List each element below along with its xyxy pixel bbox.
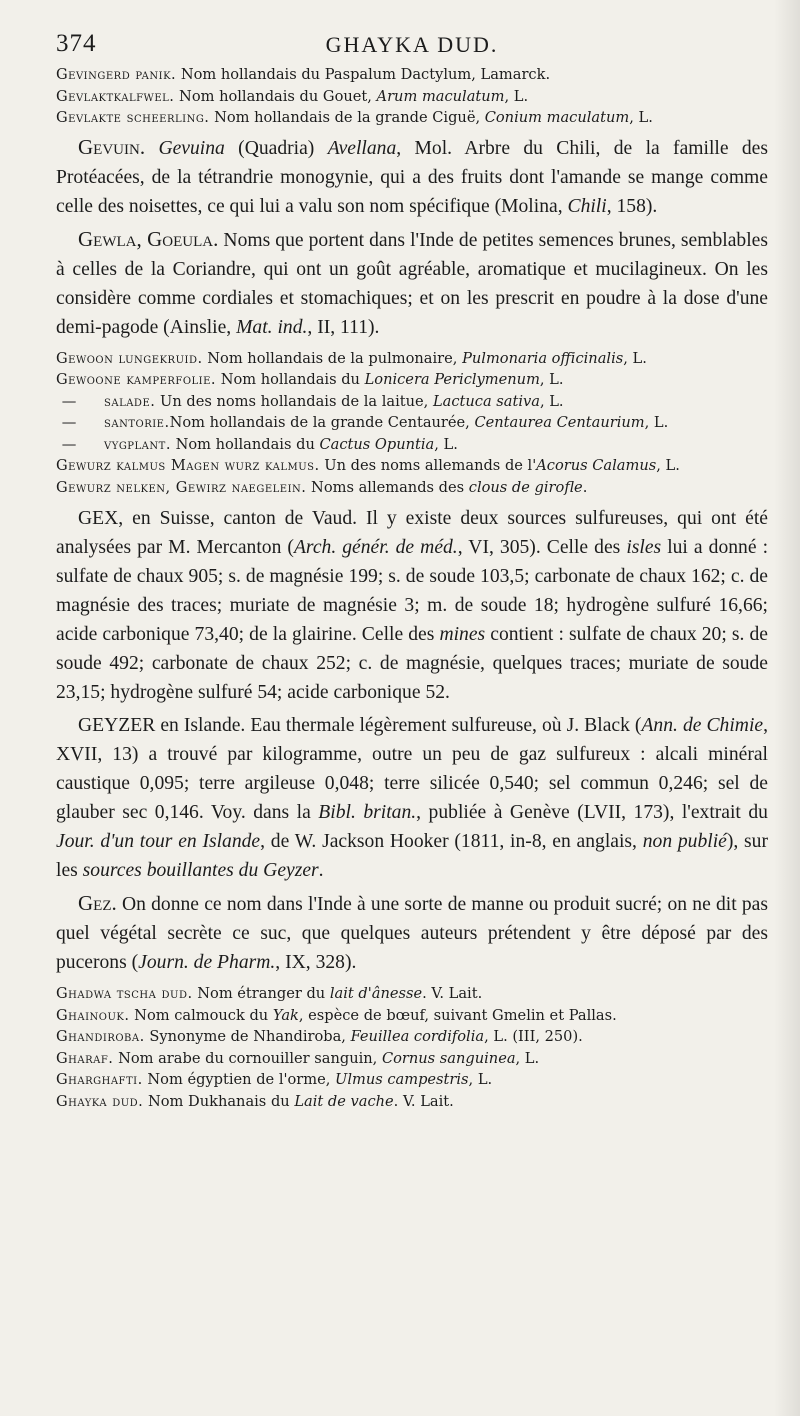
entry-gez xyxy=(56,889,768,977)
entry-text: Un des noms hollandais de la laitue, xyxy=(155,392,433,410)
entry-term: Ghadwa tscha dud. xyxy=(56,985,193,1002)
entry-gevlaktkalfwel xyxy=(56,86,768,108)
entry-term: salade. xyxy=(104,392,156,410)
entry-tail: . xyxy=(318,860,324,881)
entry-emphasis: lait d'ânesse xyxy=(329,985,423,1002)
entry-gharaf xyxy=(56,1048,768,1070)
entry-tail: , L. xyxy=(468,1071,493,1088)
entry-emphasis: isles xyxy=(626,537,662,558)
entry-tail: , 158). xyxy=(606,195,658,217)
entry-term: Gewoone kamperfolie. xyxy=(56,371,217,388)
entry-gewurz-nelken xyxy=(56,477,768,499)
entry-tail: . xyxy=(582,478,588,496)
page-gutter-shadow xyxy=(774,0,800,1416)
entry-citation: Mat. ind. xyxy=(236,316,308,338)
entry-latin-name: Feuillea cordifolia xyxy=(350,1028,485,1045)
entry-gevlakte-scheerling xyxy=(56,107,768,129)
entry-term: Gez. xyxy=(78,891,117,915)
entry-text: Nom hollandais du xyxy=(170,435,320,453)
entry-vygplant xyxy=(56,434,768,456)
entry-gewurz-kalmus xyxy=(56,455,768,477)
entry-term: GEYZER xyxy=(78,715,156,736)
entry-ghainouk xyxy=(56,1005,768,1027)
entry-text: , VI, 305). Celle des xyxy=(457,537,627,558)
entry-latin-name: Lonicera Periclymenum xyxy=(364,371,540,388)
entry-text: , en Suisse, canton de Vaud. Il y existe deux sources sulfureuses, qui ont été analysées par M. Mercanton ( xyxy=(56,508,768,558)
entry-text: On donne ce nom dans l'Inde à une sorte de manne ou produit sucré; on ne dit pas quel végétal secrète ce suc, que quelques auteurs prétendent y être déposé par des pucerons ( xyxy=(56,894,768,973)
entry-tail: . V. Lait. xyxy=(393,1092,454,1110)
entry-gewoone-kamperfolie xyxy=(56,369,768,391)
entry-text: Noms allemands des xyxy=(306,478,469,496)
entry-term: Ghayka dud. xyxy=(56,1092,144,1110)
entry-term: Gewoon lungekruid. xyxy=(56,349,203,367)
entry-text: Nom hollandais de la grande Ciguë, xyxy=(209,109,485,126)
entry-latin-name: Conium maculatum xyxy=(484,109,630,126)
entry-emphasis: Yak xyxy=(272,1006,299,1024)
entry-text: , Mol. Arbre du Chili, de la famille des Protéacées, de la tétrandrie monogynie, qui a des fruits dont l'amande se mange comme celle des noisettes, ce qui lui a valu son nom spécifique (Molina, xyxy=(56,137,769,217)
entry-text: , de W. Jackson Hooker (1811, in-8, en anglais, xyxy=(260,831,643,852)
entry-latin-name: Ulmus campestris xyxy=(335,1071,469,1088)
entry-text: Nom hollandais de la grande Centaurée, xyxy=(169,414,475,431)
entry-latin-name: Arum maculatum xyxy=(376,87,505,105)
entry-text: , publiée à Genève (LVII, 173), l'extrait du xyxy=(416,802,768,823)
entry-tail: , L. xyxy=(644,414,669,431)
entry-term: GEX xyxy=(78,508,119,529)
entry-tail: , L. xyxy=(434,435,458,453)
page-number: 374 xyxy=(56,30,97,57)
entry-ghadwa-tscha-dud xyxy=(56,983,768,1005)
entry-term: Gharghafti. xyxy=(56,1071,143,1088)
entry-tail: . V. Lait. xyxy=(422,985,483,1002)
entry-term: Gewla, Goeula. xyxy=(78,226,219,251)
entry-citation: Journ. de Pharm. xyxy=(138,952,276,973)
entry-text: Nom hollandais du Paspalum Dactylum, Lamarck. xyxy=(176,66,551,83)
entry-term: Gevlaktkalfwel. xyxy=(56,87,175,105)
entry-term: Gevlakte scheerling. xyxy=(56,109,210,126)
entry-citation: Arch. génér. de méd. xyxy=(293,537,458,558)
entry-text: Synonyme de Nhandiroba, xyxy=(144,1028,351,1045)
ditto-dash: — xyxy=(61,392,77,410)
entry-tail: , L. xyxy=(515,1049,540,1067)
entry-text: Nom arabe du cornouiller sanguin, xyxy=(113,1049,382,1067)
entry-ghandiroba xyxy=(56,1026,768,1048)
entry-gevuin xyxy=(56,133,768,221)
entry-gharghafti xyxy=(56,1069,768,1091)
entry-text: lui a donné : sulfate de chaux 905; s. de magnésie 199; s. de soude 103,5; carbonate de chaux 162; c. de magnésie des traces; muriate de magnésie 3; m. de soude 18; hydrogène sulfuré 16,66; acide carbonique 73,40; de la glairine. Celle des xyxy=(56,537,769,645)
entry-term: Gevuin. xyxy=(78,134,146,159)
entry-geyzer xyxy=(56,711,768,885)
entry-tail: , L. xyxy=(504,87,529,105)
entry-tail: , L. xyxy=(623,349,647,367)
entry-tail: , L. (III, 250). xyxy=(484,1028,583,1045)
entry-genus: Gevuina xyxy=(158,137,225,159)
entry-text: en Islande. Eau thermale légèrement sulfureuse, où J. Black ( xyxy=(155,715,642,736)
entry-latin-name: Cornus sanguinea xyxy=(381,1049,516,1067)
running-title: GHAYKA DUD. xyxy=(325,32,499,57)
entry-term: Gharaf. xyxy=(56,1049,114,1067)
entry-term: vygplant. xyxy=(104,435,171,453)
ditto-dash: — xyxy=(61,435,77,453)
entry-latin-name: Centaurea Centaurium xyxy=(474,414,645,431)
entry-ghayka-dud xyxy=(56,1091,768,1113)
entry-emphasis: sources bouillantes du Geyzer xyxy=(82,860,319,881)
entry-latin-name: Cactus Opuntia xyxy=(319,435,435,453)
entry-latin-name: clous de girofle xyxy=(468,478,583,496)
entry-citation: Bibl. britan. xyxy=(318,802,417,823)
entry-text: Nom égyptien de l'orme, xyxy=(142,1071,336,1088)
entry-text: Un des noms allemands de l' xyxy=(319,457,537,474)
entry-term: Gewurz kalmus Magen wurz kalmus. xyxy=(56,457,320,474)
entry-tail: , L. xyxy=(539,392,564,410)
entry-species: Avellana xyxy=(327,137,397,159)
entry-tail: , L. xyxy=(656,457,680,474)
entry-emphasis: non publié xyxy=(642,831,727,852)
entry-salade xyxy=(56,391,768,413)
entry-latin-name: Lactuca sativa xyxy=(432,392,540,410)
entry-term: Gewurz nelken, Gewirz naegelein. xyxy=(56,478,307,496)
page-header xyxy=(56,30,768,64)
entry-text: Nom hollandais du Gouet, xyxy=(174,87,377,105)
entry-tail: , II, 111). xyxy=(307,316,380,338)
entry-tail: , IX, 328). xyxy=(275,952,357,973)
entry-text: contient : sulfate de chaux 20; s. de soude 492; carbonate de chaux 252; c. de magnésie, quelques traces; muriate de soude 23,15; hydrogène sulfuré 54; acide carbonique 52. xyxy=(56,624,768,703)
entry-term: Ghainouk. xyxy=(56,1006,130,1024)
entry-citation: Jour. d'un tour en Islande xyxy=(56,831,261,852)
entry-citation: Ann. de Chimie xyxy=(641,715,764,736)
ditto-dash: — xyxy=(61,414,77,431)
entry-citation: Chili xyxy=(567,195,607,217)
entry-text: Nom hollandais de la pulmonaire, xyxy=(202,349,463,367)
entry-gewoon-lungekruid xyxy=(56,348,768,370)
entry-tail: , L. xyxy=(539,371,564,388)
entry-gewla xyxy=(56,225,768,342)
entry-tail: , espèce de bœuf, suivant Gmelin et Pallas. xyxy=(298,1006,617,1024)
entry-text: Nom hollandais du xyxy=(216,371,365,388)
entry-text: Nom calmouck du xyxy=(129,1006,273,1024)
entry-text: Noms que portent dans l'Inde de petites semences brunes, semblables à celles de la Coriandre, qui ont un goût agréable, aromatique et mucilagineux. On les considère comme cordiales et stomachiques; et on les prescrit en poudre à la dose d'une demi-pagode (Ainslie, xyxy=(56,229,768,338)
entry-text: (Quadria) xyxy=(224,137,328,159)
entry-gex xyxy=(56,504,768,707)
entry-santorie xyxy=(56,412,768,434)
entry-text: Nom Dukhanais du xyxy=(143,1092,295,1110)
entry-term: santorie. xyxy=(104,414,170,431)
entry-latin-name: Pulmonaria officinalis xyxy=(462,349,624,367)
entry-tail: , L. xyxy=(629,109,653,126)
entry-gevingerd-panik xyxy=(56,64,768,86)
entry-term: Gevingerd panik. xyxy=(56,66,177,83)
entry-text: Nom étranger du xyxy=(192,985,330,1002)
entry-text: , XVII, 13) a trouvé par kilogramme, outre un peu de gaz sulfureux : alcali minéral caustique 0,095; terre argileuse 0,048; terre silicée 0,540; sel commun 0,246; sel de glauber sec 0,146. Voy. dans la xyxy=(56,715,768,823)
entry-latin-name: Acorus Calamus xyxy=(536,457,657,474)
entry-emphasis: Lait de vache xyxy=(294,1092,394,1110)
entry-term: Ghandiroba. xyxy=(56,1028,145,1045)
entry-emphasis: mines xyxy=(439,624,486,645)
entry-text: ), sur les xyxy=(56,831,768,881)
